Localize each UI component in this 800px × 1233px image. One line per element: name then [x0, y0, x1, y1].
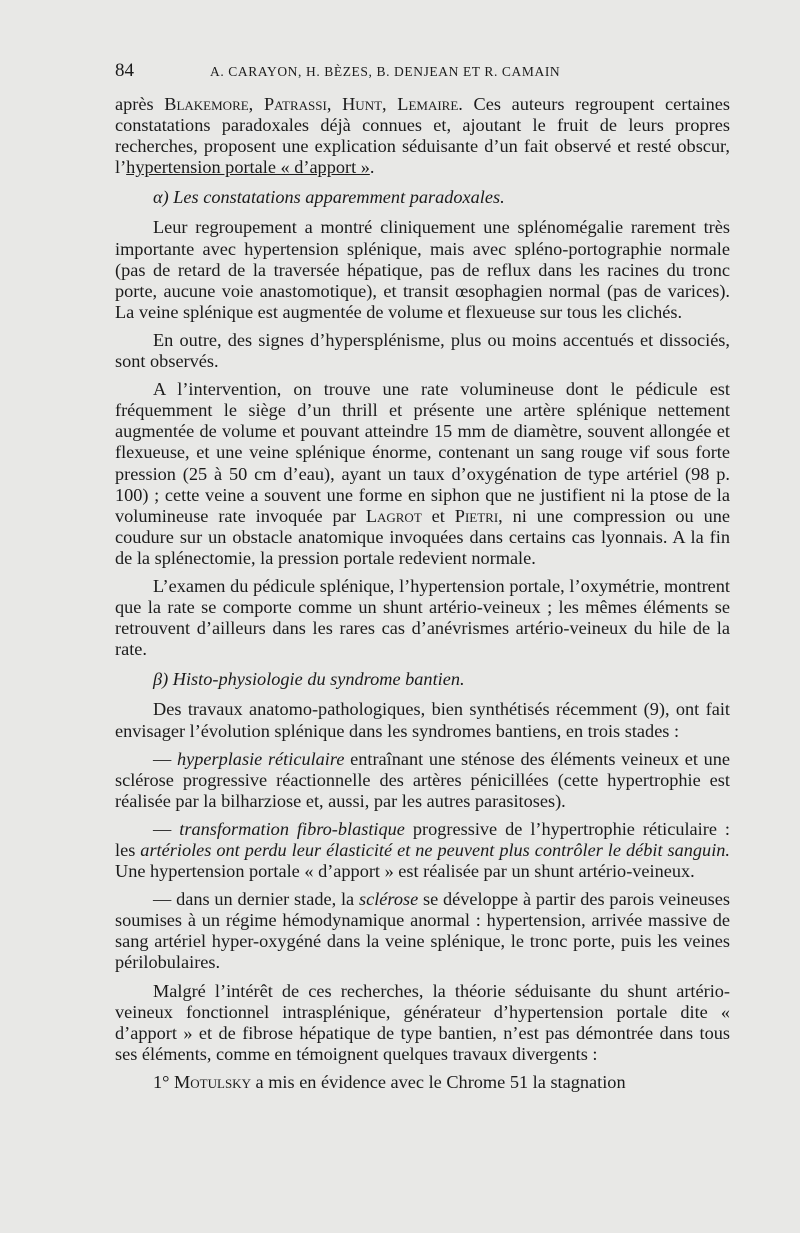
stage-term: transformation fibro-blastique — [179, 818, 405, 839]
author-name: Lagrot — [365, 505, 422, 526]
text-run: — — [153, 818, 180, 839]
article-body — [115, 94, 730, 1093]
page-number: 84 — [115, 60, 134, 81]
text-run: ni une compression ou une coudure sur un obstacle anatomique invoquées dans certains cas lyonnais. A la fin de la splénectomie, la pression portale redevient normale. — [115, 505, 730, 568]
text-run: A l’intervention, on trouve une rate volumineuse dont le pédicule est fréquemment le siège d’un thrill et présente une artère splénique nettement augmentée de volume et pouvant atteindre 15 mm de diamètre, souvent allongée et flexueuse, et une veine splénique énorme, contenant un sang rouge vif sous forte pression (25 à 50 cm d’eau), ayant un taux d’oxygénation de type artériel (98 p. 100) ; cette veine a souvent une forme en siphon que ne justifient ni la ptose de la volumineuse rate invoquée par — [115, 379, 730, 526]
paragraph-intervention — [115, 379, 730, 569]
paragraph-stade-3 — [115, 889, 730, 973]
emphasis-phrase: artérioles ont perdu leur élasticité et ne peuvent plus contrôler le débit sanguin. — [140, 840, 730, 860]
text-run: — dans un dernier stade, la — [153, 889, 359, 910]
paragraph-stade-1 — [115, 749, 730, 812]
underlined-phrase: hypertension portale « d’apport » — [126, 157, 370, 178]
section-heading-alpha: α) Les constatations apparemment paradoxales. — [153, 187, 505, 208]
stage-term: hyperplasie réticulaire — [176, 748, 345, 769]
paragraph-travaux: Des travaux anatomo-pathologiques, bien synthétisés récemment (9), ont fait envisager l’évolution splénique dans les syndromes bantiens, en trois stades : — [115, 699, 730, 741]
author-name: Pietri, — [454, 505, 503, 526]
text-run: se développe à partir des parois veineuses soumises à un régime hémodynamique anormal : hypertension, arrivée massive de sang artériel hyper-oxygéné dans la veine splénique, le tronc porte, puis les veines périlobulaires. — [115, 889, 730, 973]
running-head — [115, 60, 730, 90]
paragraph-intro — [115, 94, 730, 178]
paragraph-malgre: Malgré l’intérêt de ces recherches, la théorie séduisante du shunt artério-veineux fonctionnel intrasplénique, générateur d’hypertension portale dite « d’apport » et de fibrose hépatique de type bantien, n’est pas démontrée dans tous ses éléments, comme en témoignent quelques travaux divergents : — [115, 980, 730, 1064]
section-heading-beta: β) Histo-physiologie du syndrome bantien. — [153, 669, 465, 690]
text-run: après — [115, 94, 165, 114]
text-run: Une hypertension portale « d’apport » est réalisée par un shunt artério-veineux. — [115, 861, 695, 882]
paragraph-examen: L’examen du pédicule splénique, l’hypertension portale, l’oxymétrie, montrent que la rate se comporte comme un shunt artério-veineux ; les mêmes éléments se retrouvent d’ailleurs dans les rares cas d’anévrismes artério-veineux du hile de la rate. — [115, 575, 730, 660]
text-run: — — [153, 748, 177, 769]
text-run: 1° — [153, 1071, 175, 1092]
text-run: entraînant une sténose des éléments veineux et une sclérose progressive réactionnelle des artères pénicillées (cette hypertrophie est réalisée par la bilharziose et, aussi, par les autres parasitoses). — [115, 748, 730, 811]
text-run: a mis en évidence avec le Chrome 51 la stagnation — [250, 1071, 626, 1092]
paragraph-hypersplenisme: En outre, des signes d’hypersplénisme, plus ou moins accentués et dissociés, sont observés. — [115, 329, 730, 372]
text-run: et — [421, 505, 455, 526]
author-name: Motulsky — [174, 1071, 251, 1092]
running-title-authors: A. CARAYON, H. BÈZES, B. DENJEAN ET R. CAMAIN — [210, 64, 561, 79]
text-run: . — [369, 157, 375, 178]
stage-term: sclérose — [358, 889, 419, 910]
text-run: progressive de l’hypertrophie réticulaire : les — [115, 818, 730, 860]
paragraph-motulsky — [115, 1072, 730, 1093]
text-run: Ces auteurs regroupent certaines constatations paradoxales déjà connues et, ajoutant le fruit de leurs propres recherches, proposent une explication séduisante d’un fait observé et resté obscur, l’ — [115, 94, 730, 178]
author-names: Blakemore, Patrassi, Hunt, Lemaire. — [164, 94, 463, 114]
paragraph-stade-2 — [115, 819, 730, 882]
paragraph-regroupement: Leur regroupement a montré cliniquement une splénomégalie rarement très importante avec hypertension splénique, mais avec spléno-portographie normale (pas de retard de la traversée hépatique, pas de reflux dans les racines du tronc porte, aucune voie anastomotique), et transit œsophagien normal (pas de varices). La veine splénique est augmentée de volume et flexueuse sur tous les clichés. — [115, 217, 730, 322]
